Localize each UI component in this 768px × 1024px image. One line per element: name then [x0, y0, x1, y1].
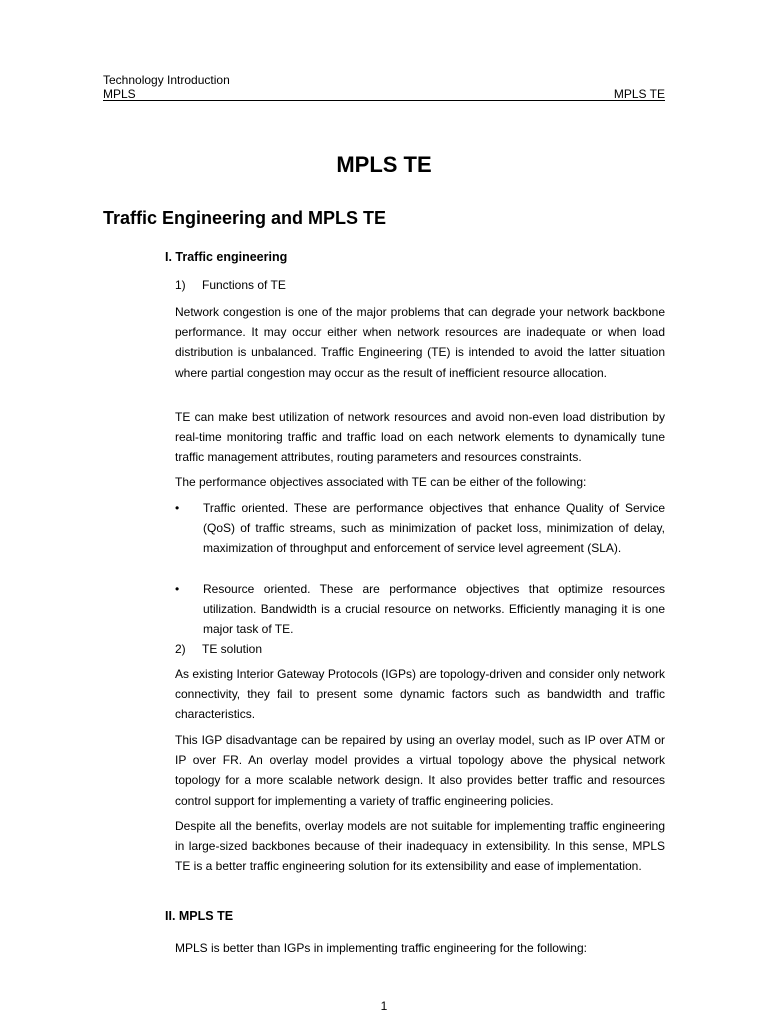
bullet-text: Resource oriented. These are performance objectives that optimize resources utilization. Bandwidth is a crucial resource on networks. Efficiently managing it is one major task of TE. — [203, 582, 665, 637]
item-label: TE solution — [202, 642, 263, 656]
heading-traffic-engineering: I. Traffic engineering — [165, 250, 288, 264]
item-number: 2) — [175, 642, 186, 656]
header-rule — [103, 100, 665, 101]
bullet-item-resource-oriented — [175, 579, 665, 640]
numbered-item-te-solution — [175, 641, 262, 657]
section-title: Traffic Engineering and MPLS TE — [103, 208, 387, 228]
heading-mpls-te: II. MPLS TE — [165, 909, 234, 923]
paragraph-objectives: The performance objectives associated with TE can be either of the following: — [175, 475, 587, 489]
header-product: MPLS — [103, 87, 136, 101]
paragraph-mpls-te-benefits: Despite all the benefits, overlay models are not suitable for implementing traffic engineering in large-sized backbones because of their inadequacy in extensibility. In this sense, MPLS TE is a better traffic engineering solution for its extensibility and ease of implementation. — [175, 819, 665, 874]
bullet-text: Traffic oriented. These are performance objectives that enhance Quality of Service (QoS) of traffic streams, such as minimization of packet loss, minimization of delay, maximization of throughput and enforcement of service level agreement (SLA). — [203, 501, 665, 556]
paragraph-mpls-better: MPLS is better than IGPs in implementing traffic engineering for the following: — [175, 941, 587, 955]
paragraph-te-utilization: TE can make best utilization of network resources and avoid non-even load distribution by real-time monitoring traffic and traffic load on each network elements to dynamically tune traffic management attributes, routing parameters and resources constraints. — [175, 410, 665, 465]
header-doc-type: Technology Introduction — [103, 73, 230, 87]
document-title: MPLS TE — [336, 152, 432, 177]
item-number: 1) — [175, 278, 186, 292]
header-topic: MPLS TE — [613, 87, 665, 101]
bullet-icon: • — [175, 501, 180, 515]
numbered-item-functions — [175, 277, 286, 293]
paragraph-igps: As existing Interior Gateway Protocols (IGPs) are topology-driven and consider only network connectivity, they fail to present some dynamic factors such as bandwidth and traffic characteristics. — [175, 667, 665, 722]
paragraph-overlay-model: This IGP disadvantage can be repaired by using an overlay model, such as IP over ATM or IP over FR. An overlay model provides a virtual topology above the physical network topology for a more scalable network design. It also provides better traffic and resources control support for implementing a variety of traffic engineering policies. — [175, 733, 665, 808]
bullet-icon: • — [175, 582, 180, 596]
bullet-item-traffic-oriented — [175, 498, 665, 559]
paragraph-congestion: Network congestion is one of the major problems that can degrade your network backbone performance. It may occur either when network resources are inadequate or when load distribution is unbalanced. Traffic Engineering (TE) is intended to avoid the latter situation where partial congestion may occur as the result of inefficient resource allocation. — [175, 305, 665, 380]
item-label: Functions of TE — [202, 278, 286, 292]
page-number: 1 — [380, 999, 388, 1013]
